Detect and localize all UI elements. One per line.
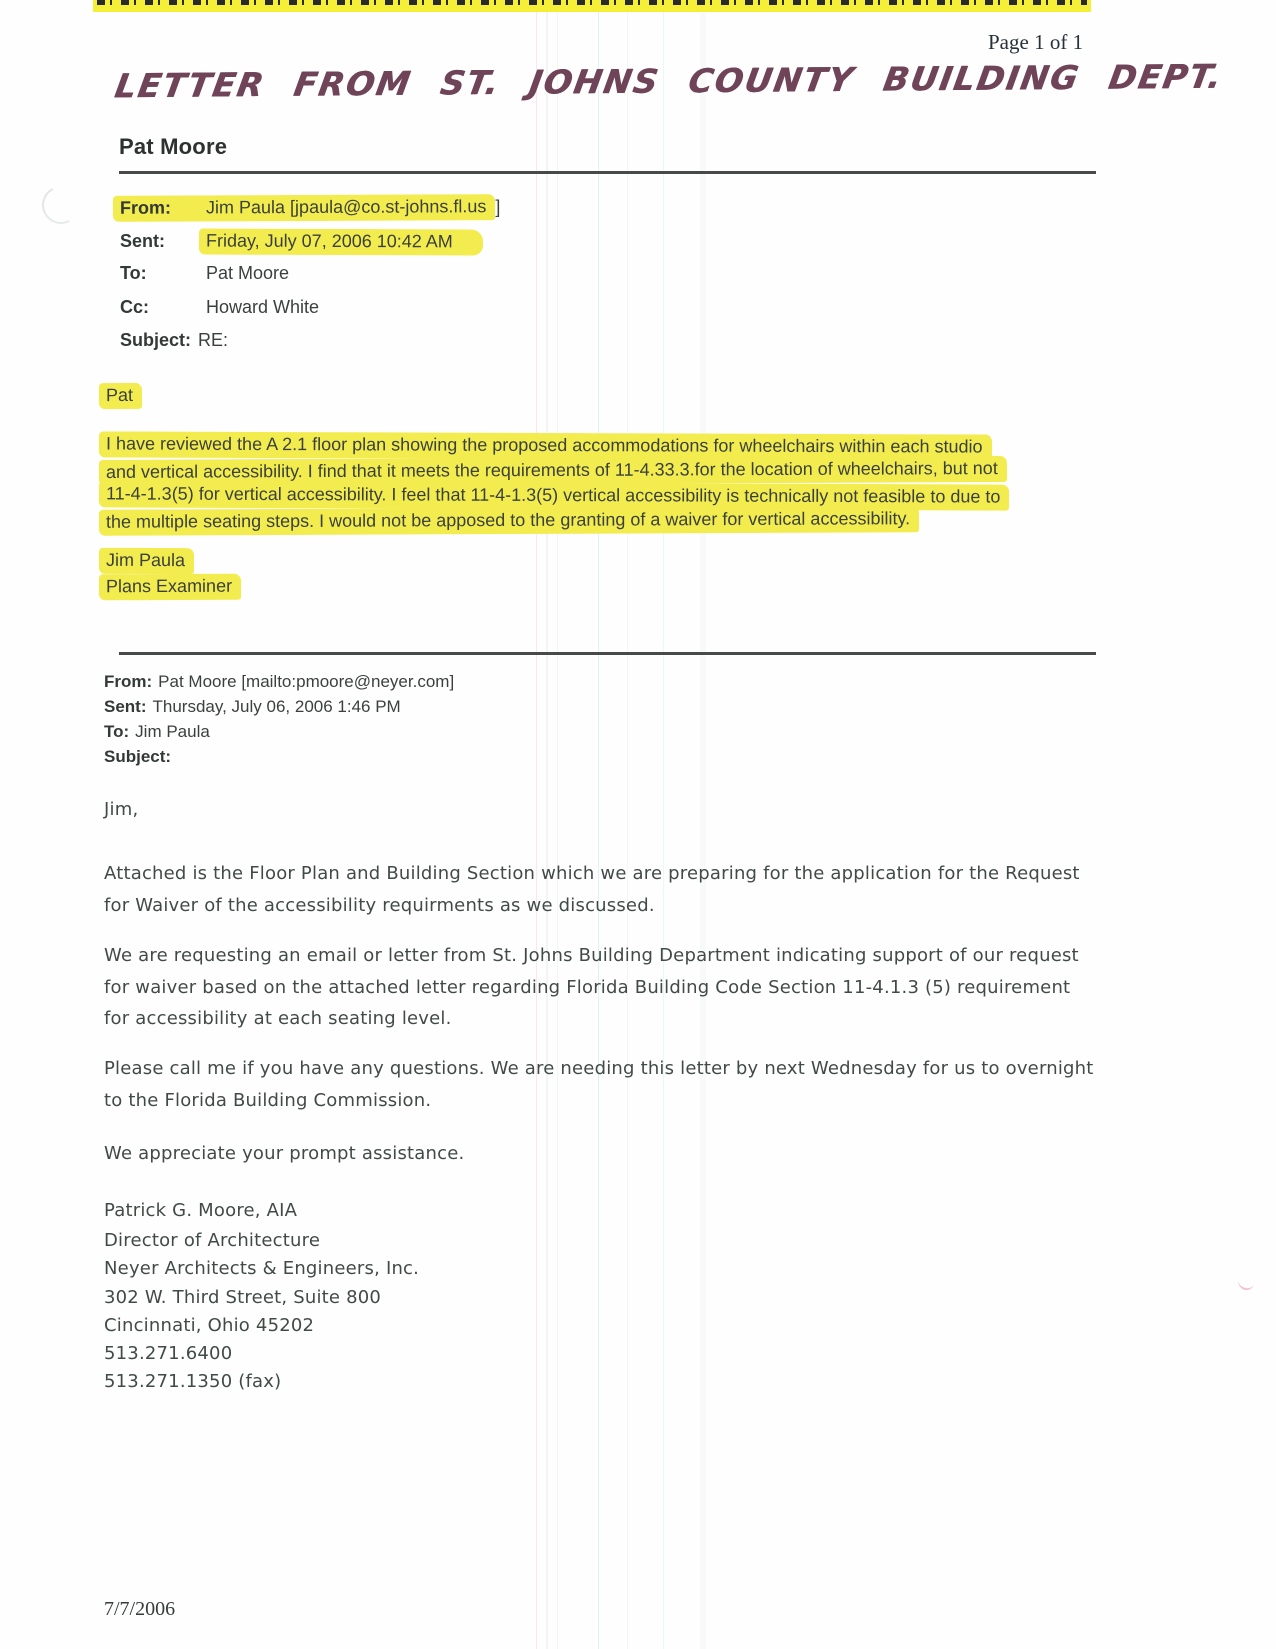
subject-value: RE: bbox=[198, 330, 229, 350]
from-value: Jim Paula [jpaula@co.st-johns.fl.us bbox=[205, 196, 487, 218]
scan-artifact-line bbox=[598, 0, 599, 1649]
from-label: From: bbox=[104, 672, 153, 691]
cutoff-text-fragments bbox=[97, 0, 1087, 5]
highlight-signature: Jim Paula bbox=[99, 548, 194, 574]
email2-signature-line: 302 W. Third Street, Suite 800 bbox=[104, 1287, 382, 1308]
from-value-bracket: ] bbox=[495, 197, 501, 217]
email2-subject-row bbox=[104, 747, 177, 767]
highlight-body-line: 11-4-1.3(5) for vertical accessibility. I feel that 11-4-1.3(5) vertical accessibility is technically not feasible to due to bbox=[99, 481, 1009, 510]
sent-label: Sent: bbox=[104, 697, 147, 716]
email1-sent-row bbox=[120, 229, 483, 255]
highlight-from bbox=[113, 194, 496, 222]
highlight-greeting: Pat bbox=[99, 383, 142, 409]
highlight-body-line: I have reviewed the A 2.1 floor plan showing the proposed accommodations for wheelchairs within each studio bbox=[99, 431, 992, 460]
email2-body-line: to the Florida Building Commission. bbox=[104, 1090, 432, 1111]
email1-subject-row bbox=[120, 330, 228, 351]
email2-signature-line: Patrick G. Moore, AIA bbox=[104, 1200, 298, 1221]
cc-label: Cc: bbox=[120, 297, 150, 317]
email1-body-line bbox=[106, 433, 992, 459]
email2-greeting: Jim, bbox=[104, 799, 139, 820]
header-divider bbox=[119, 171, 1096, 174]
email2-from-row bbox=[104, 672, 454, 692]
sent-value: Thursday, July 06, 2006 1:46 PM bbox=[152, 697, 401, 716]
email2-body-line: for accessibility at each seating level. bbox=[104, 1008, 452, 1029]
highlight-signature: Plans Examiner bbox=[99, 574, 241, 601]
page-number-label: Page 1 of 1 bbox=[988, 30, 1084, 54]
to-value: Jim Paula bbox=[135, 722, 210, 741]
email2-body-line: We appreciate your prompt assistance. bbox=[104, 1143, 465, 1164]
scan-artifact-line bbox=[557, 0, 558, 1649]
email1-body-line bbox=[106, 508, 919, 534]
scan-artifact-arc bbox=[37, 181, 85, 229]
sent-value: Friday, July 07, 2006 10:42 AM bbox=[205, 230, 453, 252]
email2-body-line: We are requesting an email or letter from St. Johns Building Department indicating support of our request bbox=[104, 945, 1079, 966]
to-value: Pat Moore bbox=[206, 263, 290, 283]
email2-signature-line: 513.271.6400 bbox=[104, 1343, 233, 1364]
email2-signature-line: Neyer Architects & Engineers, Inc. bbox=[104, 1258, 420, 1279]
scan-artifact-line bbox=[536, 0, 537, 1649]
email2-signature-line: Cincinnati, Ohio 45202 bbox=[104, 1315, 315, 1336]
email2-body-line: Please call me if you have any questions. We are needing this letter by next Wednesday for us to overnight bbox=[104, 1058, 1094, 1079]
to-label: To: bbox=[104, 722, 130, 741]
highlight-body-line: the multiple seating steps. I would not be apposed to the granting of a waiver for vertical accessibility. bbox=[99, 506, 919, 536]
scan-artifact-mark bbox=[1237, 1276, 1255, 1292]
highlight-body-line: and vertical accessibility. I find that it meets the requirements of 11-4.33.3.for the location of wheelchairs, but not bbox=[99, 456, 1007, 486]
email1-body-line bbox=[106, 483, 1009, 509]
email2-to-row bbox=[104, 722, 210, 742]
email2-signature-line: Director of Architecture bbox=[104, 1230, 321, 1251]
email1-signature-name bbox=[106, 548, 194, 574]
email1-body-line bbox=[106, 458, 1007, 484]
from-label: From: bbox=[119, 197, 172, 218]
email1-signature-title bbox=[106, 574, 241, 600]
reply-divider bbox=[119, 652, 1096, 655]
recipient-name-heading: Pat Moore bbox=[119, 134, 228, 159]
scan-artifact-line bbox=[700, 0, 706, 1649]
subject-label: Subject: bbox=[104, 747, 172, 766]
email2-sent-row bbox=[104, 697, 401, 717]
scan-artifact-line bbox=[627, 0, 628, 1649]
sent-label: Sent: bbox=[120, 231, 165, 251]
handwritten-annotation: LETTER FROM ST. JOHNS COUNTY BUILDING DEPT. bbox=[111, 56, 1227, 106]
email1-greeting bbox=[106, 383, 142, 409]
email2-body-line: for waiver based on the attached letter regarding Florida Building Code Section 11-4.1.3 (5) requirement bbox=[104, 977, 1071, 998]
email1-to-row bbox=[120, 263, 289, 284]
subject-label: Subject: bbox=[120, 330, 192, 350]
email1-cc-row bbox=[120, 297, 319, 318]
cutoff-highlight-strip bbox=[93, 0, 1091, 12]
email1-from-row bbox=[120, 195, 500, 221]
from-value: Pat Moore [mailto:pmoore@neyer.com] bbox=[158, 672, 455, 691]
email2-body-line: Attached is the Floor Plan and Building Section which we are preparing for the application for the Request bbox=[104, 863, 1080, 884]
highlight-sent bbox=[199, 229, 483, 256]
scan-artifact-line bbox=[546, 0, 548, 1649]
email2-signature-line: 513.271.1350 (fax) bbox=[104, 1371, 282, 1392]
print-date: 7/7/2006 bbox=[104, 1598, 176, 1620]
email2-body-line: for Waiver of the accessibility requirments as we discussed. bbox=[104, 895, 655, 916]
scan-artifact-line bbox=[663, 0, 664, 1649]
to-label: To: bbox=[120, 263, 147, 283]
cc-value: Howard White bbox=[206, 297, 320, 317]
